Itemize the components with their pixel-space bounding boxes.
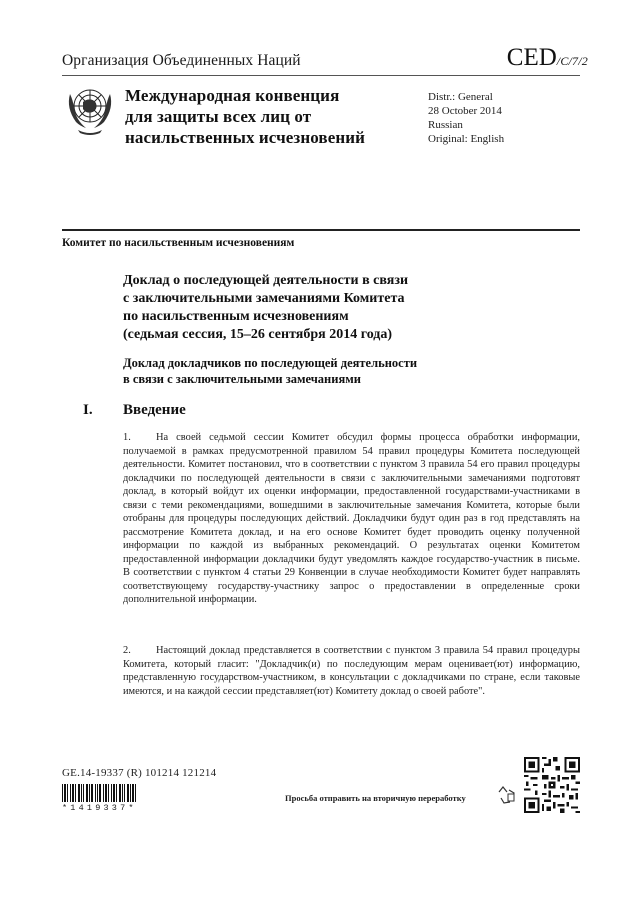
- report-title-line: по насильственным исчезновениям: [123, 309, 349, 324]
- masthead-rule: [62, 229, 580, 231]
- barcode-number: *1419337*: [62, 803, 137, 813]
- symbol-main: CED: [506, 44, 557, 71]
- distribution-type: Distr.: General: [428, 91, 493, 103]
- header-rule: [62, 75, 580, 76]
- paragraph-text: Настоящий доклад представляется в соответствии с пунктом 3 правила 54 правил процедуры Комитета, который гласит: "Докладчик(и) по последующим мерам оценивает(ют) информацию, представленную государством-участником, в консультации с докладчиками по стране, если таковые имеются, и на каждой сессии представляет(ют) Комитету доклад о своей работе".: [123, 645, 580, 697]
- original-language: Original: English: [428, 133, 505, 145]
- qr-code-icon: [524, 757, 580, 813]
- organization-name: Организация Объединенных Наций: [62, 52, 301, 69]
- report-subtitle-line: в связи с заключительными замечаниями: [123, 372, 361, 386]
- job-number: GE.14-19337 (R) 101214 121214: [62, 767, 217, 779]
- distribution-block: [428, 90, 504, 146]
- paragraph-2: [123, 644, 580, 698]
- document-language: Russian: [428, 119, 463, 131]
- report-subtitle: [123, 355, 417, 387]
- section-title: Введение: [123, 402, 186, 418]
- convention-title-line: насильственных исчезновений: [125, 128, 366, 147]
- paragraph-1: [123, 431, 580, 607]
- document-date: 28 October 2014: [428, 105, 502, 117]
- convention-title-line: для защиты всех лиц от: [125, 107, 312, 126]
- committee-name: Комитет по насильственным исчезновениям: [62, 237, 295, 249]
- barcode-icon: [62, 784, 156, 802]
- convention-title-line: Международная конвенция: [125, 86, 340, 105]
- document-symbol: [507, 44, 588, 72]
- paragraph-number: 2.: [123, 645, 131, 656]
- recycle-icon: [495, 784, 517, 806]
- paragraph-text: На своей седьмой сессии Комитет обсудил формы процесса обработки информации, получаемой в рамках предусмотренной правилом 54 правил процедуры Комитета последующей деятельности. Комитет постановил, что в соответствии с пунктом 3 правила 54 его правил процедуры докладчики по последующей деятельности в связи с заключительными замечаниями подготовят доклад, в который войдут их оценки информации, предоставленной государствами-участниками в связи с теми рекомендациями, вошедшими в заключительные замечания Комитета, которые были отобраны для процедуры последующих действий. Докладчики будут один раз в год представлять на рассмотрение Комитета доклад, и на его основе Комитет будет проводить оценку полученной информации по каждой из выбранных рекомендаций. О результатах оценки Комитетом предоставленной информации докладчики будут уведомлять каждое государство-участник в письме. В соответствии с пунктом 4 статьи 29 Конвенции в случае необходимости Комитет будет направлять соответствующему государству-участнику запрос о предоставлении в определенные сроки дополнительной информации.: [123, 432, 580, 605]
- report-title-line: с заключительными замечаниями Комитета: [123, 291, 405, 306]
- convention-title: [125, 85, 365, 148]
- report-subtitle-line: Доклад докладчиков по последующей деятельности: [123, 356, 418, 370]
- report-title: [123, 272, 408, 344]
- report-title-line: (седьмая сессия, 15–26 сентября 2014 года): [123, 327, 393, 342]
- paragraph-number: 1.: [123, 432, 131, 443]
- section-number: I.: [83, 402, 93, 418]
- un-emblem-icon: [64, 82, 116, 138]
- recycle-notice: Просьба отправить на вторичную переработку: [285, 793, 466, 803]
- report-title-line: Доклад о последующей деятельности в связи: [123, 273, 409, 288]
- symbol-sub: /C/7/2: [556, 54, 588, 68]
